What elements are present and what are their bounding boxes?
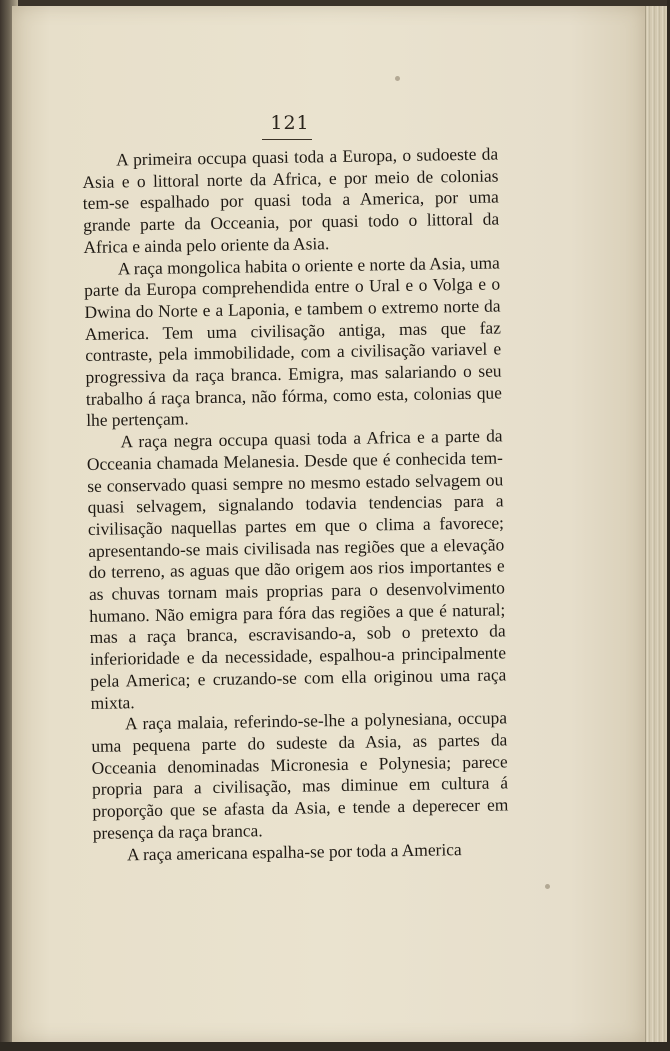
body-text [82, 143, 509, 866]
scan-border-bottom [0, 1042, 670, 1051]
paragraph-mongolica: A raça mongolica habita o oriente e norte da Asia, uma parte da Europa comprehendida entre o Ural e o Volga e o Dwina do Norte e a Laponia, e tambem o extremo norte da America. Tem uma civilisação antiga, mas que faz contraste, pela immobilidade, com a civilisação variavel e progressiva da raça branca. Emigra, mas salariando o seu trabalho á raça branca, não fórma, como esta, colonias que lhe pertençam. [84, 251, 503, 431]
paragraph-negra: A raça negra occupa quasi toda a Africa e a parte da Occeania chamada Melanesia. Desde que é conhecida tem-se conservado quasi sempre no mesmo estado selvagem ou quasi selvagem, signalando todavia tendencias para a civilisação naquellas partes em que o clima a favorece; apresentando-se mais civilisada nas regiões que a elevação do terreno, as aguas que dão origem aos rios importantes e as chuvas tornam mais proprias para o desenvolvimento humano. Não emigra para fóra das regiões a que é natural; mas a raça branca, escravisando-a, sob o pretexto da inferioridade e da necessidade, espalhou-a principalmente pela America; e cruzando-se com ella originou uma raça mixta. [86, 425, 507, 713]
paragraph-americana: A raça americana espalha-se por toda a America [126, 838, 462, 864]
page-number: 121 [270, 112, 310, 134]
paper-speck [545, 884, 550, 889]
paragraph-europeia: A primeira occupa quasi toda a Europa, o sudoeste da Asia e o littoral norte da Africa, e por meio de colonias tem-se espalhado por quasi toda a America, por uma grande parte da Occeania, por quasi todo o littoral da Africa e ainda pelo oriente da Asia. [82, 143, 500, 257]
paper-speck [395, 76, 400, 81]
paragraph-malaia: A raça malaia, referindo-se-lhe a polynesiana, occupa uma pequena parte do sudeste da Asia, as partes da Occeania denominadas Micronesia e Polynesia; parece propria para a civilisação, mas diminue em cultura á proporção que se afasta da Asia, e tende a deperecer em presença da raça branca. [91, 707, 509, 843]
page-number-rule [262, 139, 312, 140]
page-stack-edge [645, 6, 668, 1042]
